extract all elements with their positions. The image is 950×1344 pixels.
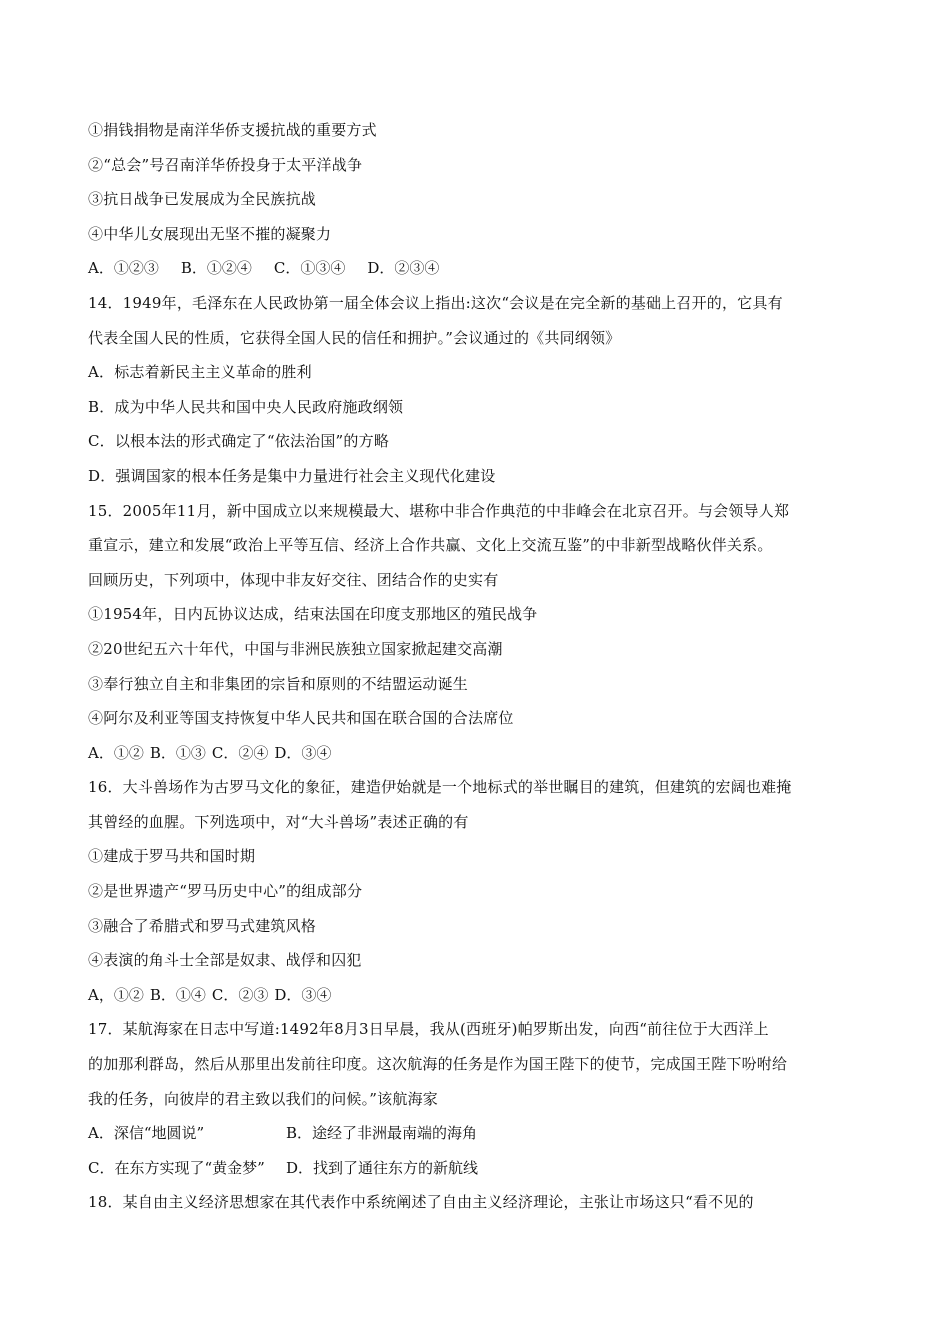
q16-stem-line-1: 16．大斗兽场作为古罗马文化的象征，建造伊始就是一个地标式的举世瞩目的建筑，但建筑的宏阔也难掩 [88, 778, 792, 797]
q16-option-c[interactable]: C．②③ [211, 985, 269, 1004]
q15-option-b[interactable]: B．①③ [149, 743, 206, 762]
q13-option-d[interactable]: D．②③④ [367, 259, 440, 278]
q13-option-a[interactable]: A．①②③ [88, 259, 159, 278]
q13-option-c[interactable]: C．①③④ [273, 259, 346, 278]
q16-statement-4: ④表演的角斗士全部是奴隶、战俘和囚犯 [88, 951, 362, 970]
q15-option-d[interactable]: D．③④ [274, 743, 332, 762]
q13-option-b[interactable]: B．①②④ [180, 259, 252, 278]
q15-statement-1: ①1954年，日内瓦协议达成，结束法国在印度支那地区的殖民战争 [88, 605, 538, 624]
q15-stem-line-3: 回顾历史，下列项中，体现中非友好交往、团结合作的史实有 [88, 570, 499, 589]
q16-options [88, 978, 868, 1013]
q15-stem-line-2: 重宣示，建立和发展“政治上平等互信、经济上合作共赢、文化上交流互鉴”的中非新型战略伙伴关系。 [88, 536, 773, 555]
q15-statement-2: ②20世纪五六十年代，中国与非洲民族独立国家掀起建交高潮 [88, 639, 503, 658]
exam-page [88, 113, 868, 1220]
q16-option-b[interactable]: B．①④ [149, 985, 206, 1004]
q17-option-d[interactable]: D．找到了通往东方的新航线 [286, 1158, 479, 1177]
q17-option-c[interactable]: C．在东方实现了“黄金梦” [88, 1158, 265, 1177]
q17-option-a[interactable]: A．深信“地圆说” [88, 1124, 205, 1143]
q17-options-row-2 [88, 1151, 868, 1186]
q16-option-a[interactable]: A，①② [88, 985, 144, 1004]
q16-stem-line-2: 其曾经的血腥。下列选项中，对“大斗兽场”表述正确的有 [88, 812, 469, 831]
q16-statement-1: ①建成于罗马共和国时期 [88, 847, 256, 866]
q15-options [88, 736, 868, 771]
q16-option-d[interactable]: D．③④ [274, 985, 332, 1004]
q14-stem-line-2: 代表全国人民的性质，它获得全国人民的信任和拥护。”会议通过的《共同纲领》 [88, 328, 621, 347]
q14-stem-line-1: 14．1949年，毛泽东在人民政协第一届全体会议上指出:这次“会议是在完全新的基础上召开的，它具有 [88, 293, 783, 312]
q15-stem-line-1: 15．2005年11月，新中国成立以来规模最大、堪称中非合作典范的中非峰会在北京召开。与会领导人郑 [88, 501, 790, 520]
q16-statement-3: ③融合了希腊式和罗马式建筑风格 [88, 916, 317, 935]
q17-stem-line-1: 17．某航海家在日志中写道:1492年8月3日早晨，我从(西班牙)帕罗斯出发，向西“前往位于大西洋上 [88, 1020, 769, 1039]
q13-statement-1: ①捐钱捐物是南洋华侨支援抗战的重要方式 [88, 121, 377, 139]
q17-stem-line-2: 的加那利群岛，然后从那里出发前往印度。这次航海的任务是作为国王陛下的使节，完成国王陛下吩咐给 [88, 1055, 788, 1074]
q13-statement-2: ②“总会”号召南洋华侨投身于太平洋战争 [88, 155, 363, 174]
q17-option-b[interactable]: B．途经了非洲最南端的海角 [286, 1124, 478, 1143]
q16-statement-2: ②是世界遗产“罗马历史中心”的组成部分 [88, 882, 363, 901]
q15-statement-3: ③奉行独立自主和非集团的宗旨和原则的不结盟运动诞生 [88, 674, 469, 693]
q14-option-d[interactable]: D．强调国家的根本任务是集中力量进行社会主义现代化建设 [88, 466, 496, 485]
q15-option-c[interactable]: C．②④ [211, 743, 269, 762]
q17-stem-line-3: 我的任务，向彼岸的君主致以我们的问候。”该航海家 [88, 1089, 438, 1108]
q14-option-b[interactable]: B．成为中华人民共和国中央人民政府施政纲领 [88, 397, 404, 416]
q13-options [88, 251, 868, 286]
q15-option-a[interactable]: A．①② [88, 743, 144, 762]
q15-statement-4: ④阿尔及利亚等国支持恢复中华人民共和国在联合国的合法席位 [88, 709, 514, 728]
q17-options-row-1 [88, 1116, 868, 1151]
q18-stem-line-1: 18．某自由主义经济思想家在其代表作中系统阐述了自由主义经济理论，主张让市场这只“看不见的 [88, 1193, 754, 1212]
q13-statement-3: ③抗日战争已发展成为全民族抗战 [88, 190, 317, 209]
q14-option-a[interactable]: A．标志着新民主主义革命的胜利 [88, 363, 312, 382]
q14-option-c[interactable]: C．以根本法的形式确定了“依法治国”的方略 [88, 432, 390, 451]
q13-statement-4: ④中华儿女展现出无坚不摧的凝聚力 [88, 224, 332, 243]
